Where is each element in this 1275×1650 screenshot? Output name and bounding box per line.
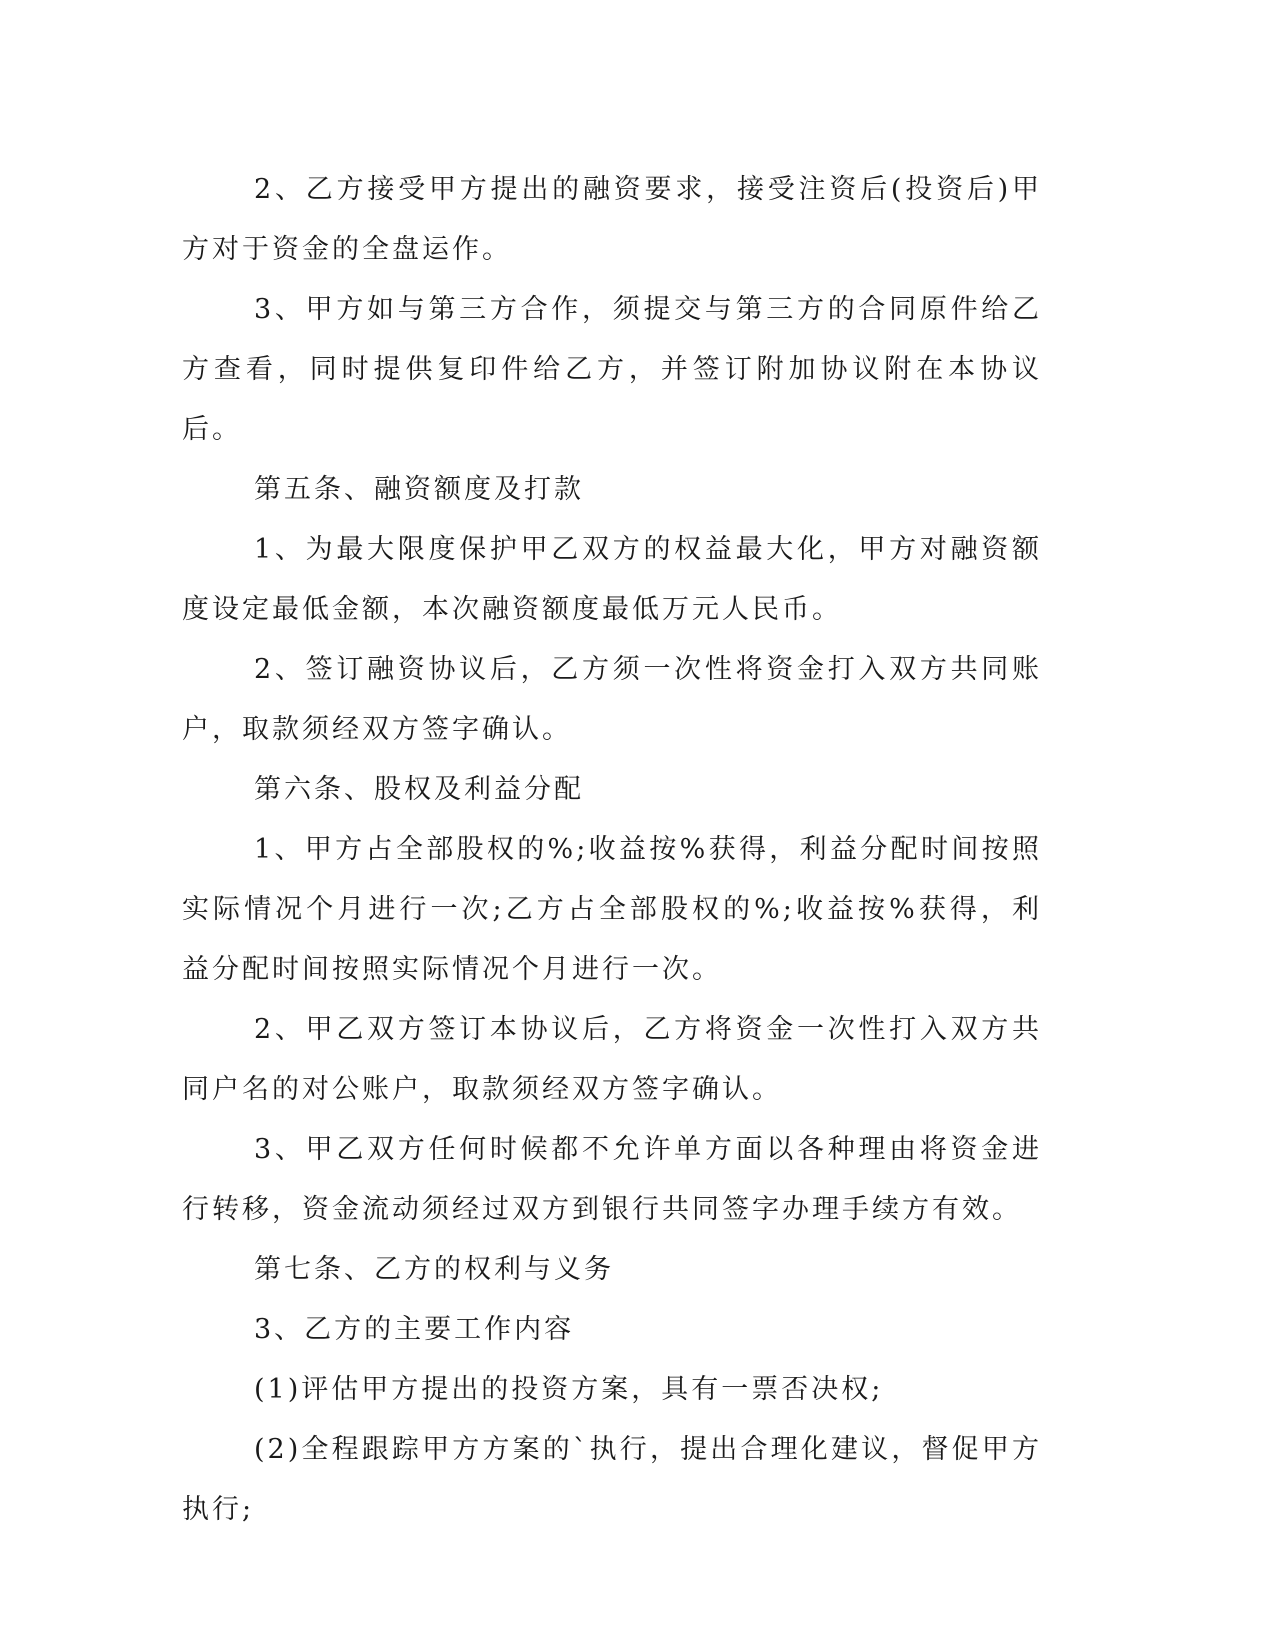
paragraph-clause-5-item-2: 2、签订融资协议后，乙方须一次性将资金打入双方共同账户，取款须经双方签字确认。 [182,654,1042,745]
paragraph-clause-4-item-3: 3、甲方如与第三方合作，须提交与第三方的合同原件给乙方查看，同时提供复印件给乙方，并签订附加协议附在本协议后。 [182,294,1042,445]
section-heading-article-7: 第七条、乙方的权利与义务 [254,1254,614,1285]
paragraph-clause-7-sub-2: (2)全程跟踪甲方方案的`执行，提出合理化建议，督促甲方执行; [182,1434,1042,1525]
paragraph-clause-6-item-1: 1、甲方占全部股权的%;收益按%获得，利益分配时间按照实际情况个月进行一次;乙方占全部股权的%;收益按%获得，利益分配时间按照实际情况个月进行一次。 [182,834,1042,985]
paragraph-clause-6-item-3: 3、甲乙双方任何时候都不允许单方面以各种理由将资金进行转移，资金流动须经过双方到银行共同签字办理手续方有效。 [182,1134,1042,1225]
paragraph-clause-4-item-2: 2、乙方接受甲方提出的融资要求，接受注资后(投资后)甲方对于资金的全盘运作。 [182,174,1042,265]
document-body [182,160,1042,1540]
paragraph-clause-5-item-1: 1、为最大限度保护甲乙双方的权益最大化，甲方对融资额度设定最低金额，本次融资额度最低万元人民币。 [182,534,1042,625]
paragraph-clause-7-item-3: 3、乙方的主要工作内容 [254,1314,575,1345]
section-heading-article-6: 第六条、股权及利益分配 [254,774,584,805]
section-heading-article-5: 第五条、融资额度及打款 [254,474,584,505]
paragraph-clause-7-sub-1: (1)评估甲方提出的投资方案，具有一票否决权; [254,1374,884,1405]
paragraph-clause-6-item-2: 2、甲乙双方签订本协议后，乙方将资金一次性打入双方共同户名的对公账户，取款须经双方签字确认。 [182,1014,1042,1105]
